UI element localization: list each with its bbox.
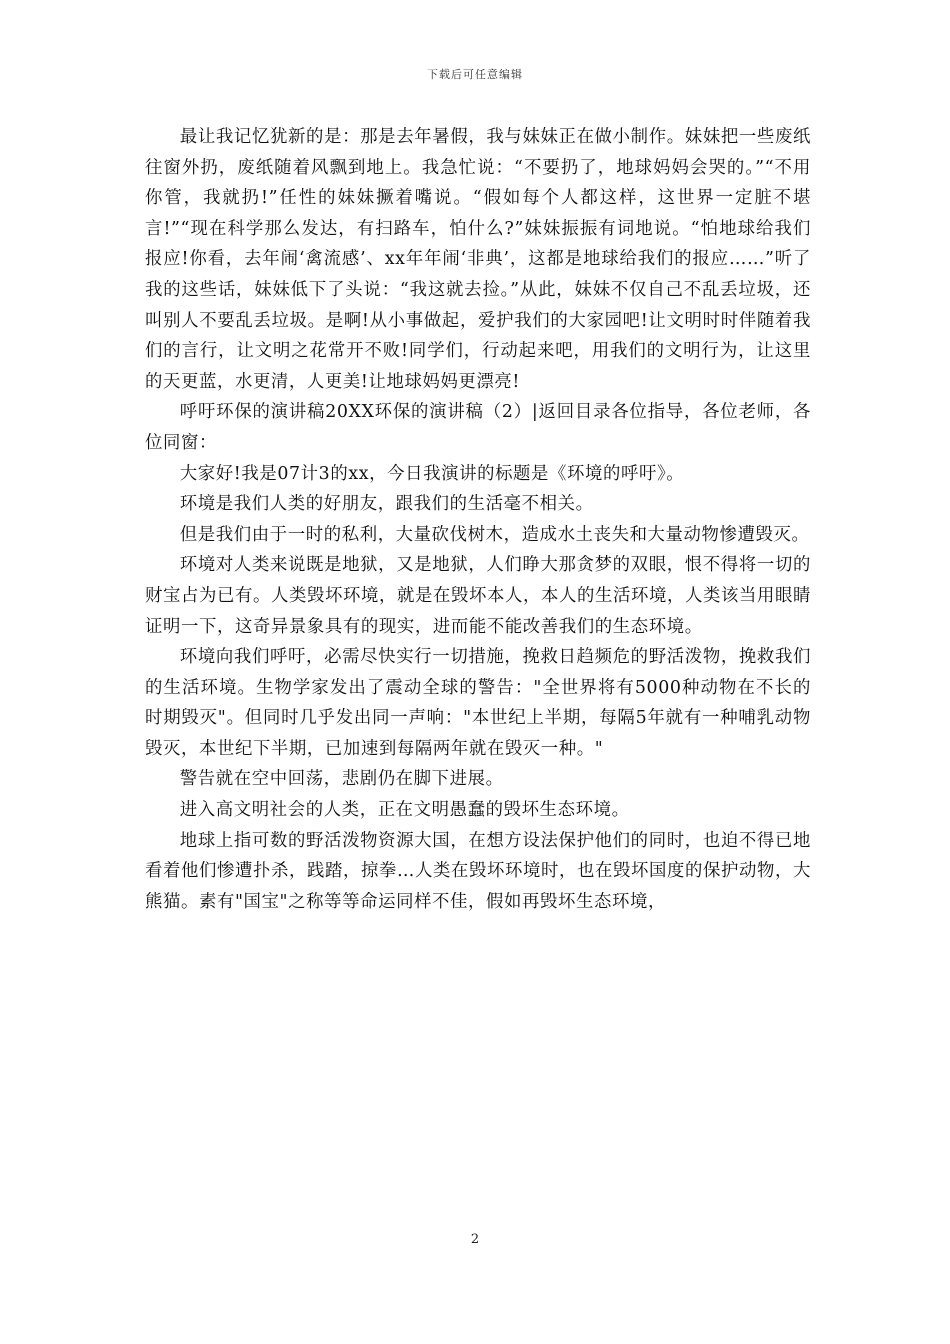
paragraph-human-greed: 环境对人类来说既是地狱，又是地狱，人们睁大那贪梦的双眼，恨不得将一切的财宝占为已有。人类毁坏环境，就是在毁坏本人，本人的生活环境，人类该当用眼睛证明一下，这奇异景象具有的现实，进而能不能改善我们的生态环境。 [145, 555, 811, 637]
page-header: 下载后可任意编辑 [427, 68, 523, 81]
paragraph-memory: 最让我记忆犹新的是：那是去年暑假，我与妹妹正在做小制作。妹妹把一些废纸往窗外扔，废纸随着风飘到地上。我急忙说：“不要扔了，地球妈妈会哭的。”“不用你管，我就扔!”任性的妹妹撅着嘴说。“假如每个人都这样，这世界一定脏不堪言!”“现在科学那么发达，有扫路车，怕什么?”妹妹振振有词地说。“怕地球给我们报应!你看，去年闹‘禽流感’、xx年年闹‘非典’，这都是地球给我们的报应……”听了我的这些话，妹妹低下了头说：“我这就去捡。”从此，妹妹不仅自己不乱丢垃圾，还叫别人不要乱丢垃圾。是啊!从小事做起，爱护我们的大家园吧!让文明时时伴随着我们的言行，让文明之花常开不败!同学们，行动起来吧，用我们的文明行为，让这里的天更蓝，水更清，人更美!让地球妈妈更漂亮! [145, 127, 811, 392]
document-body [145, 122, 811, 917]
paragraph-speech-title: 呼吁环保的演讲稿20XX环保的演讲稿（2）|返回目录各位指导，各位老师，各位同窗： [145, 402, 811, 453]
paragraph-deforestation: 但是我们由于一时的私利，大量砍伐树木，造成水土丧失和大量动物惨遭毁灭。 [179, 524, 810, 545]
paragraph-greeting: 大家好!我是07计3的xx，今日我演讲的标题是《环境的呼吁》。 [179, 463, 685, 484]
paragraph-civilization: 进入高文明社会的人类，正在文明愚蠢的毁坏生态环境。 [179, 800, 630, 821]
paragraph-biologist-warning: 环境向我们呼吁，必需尽快实行一切措施，挽救日趋频危的野活泼物，挽救我们的生活环境。生物学家发出了震动全球的警告："全世界将有5000种动物在不长的时期毁灭"。但同时几乎发出同一声响："本世纪上半期，每隔5年就有一种哺乳动物毁灭，本世纪下半期，已加速到每隔两年就在毁灭一种。" [145, 647, 811, 759]
paragraph-warning-echo: 警告就在空中回荡，悲剧仍在脚下进展。 [179, 769, 504, 790]
paragraph-wildlife: 地球上指可数的野活泼物资源大国，在想方设法保护他们的同时，也迫不得已地看着他们惨遭扑杀，践踏，掠拳…人类在毁坏环境时，也在毁坏国度的保护动物，大熊猫。素有"国宝"之称等等命运同样不佳，假如再毁坏生态环境， [145, 830, 811, 912]
page-number: 2 [470, 1232, 480, 1247]
paragraph-environment-friend: 环境是我们人类的好朋友，跟我们的生活毫不相关。 [179, 494, 594, 515]
